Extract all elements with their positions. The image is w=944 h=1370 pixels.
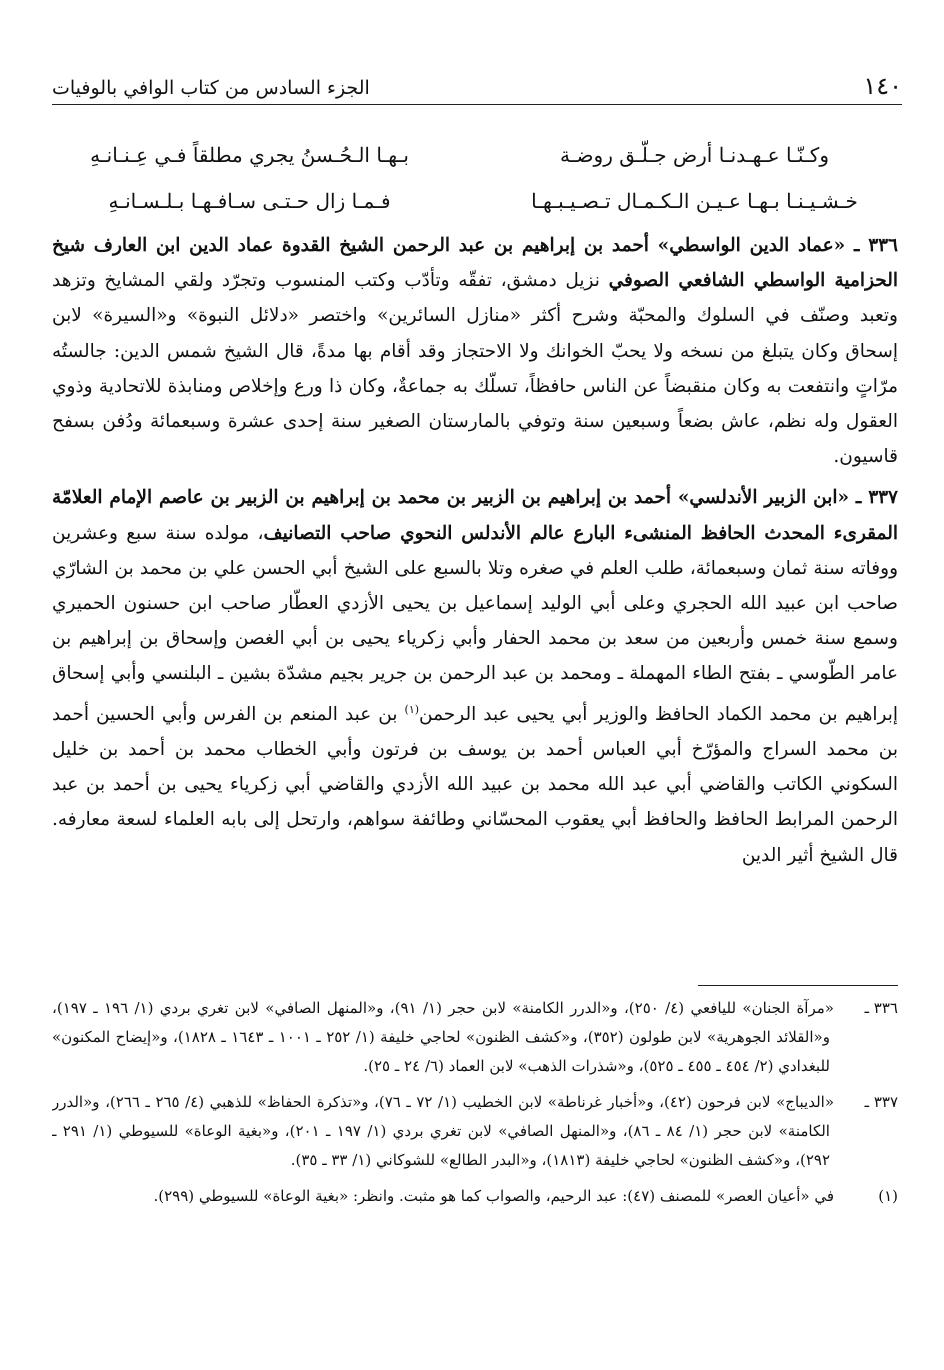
footnote-1 bbox=[52, 1182, 898, 1211]
footnote-number: ٣٣٧ ـ bbox=[864, 1093, 898, 1111]
footnote-text: في «أعيان العصر» للمصنف (٤٧): عبد الرحيم، والصواب كما هو مثبت. وانظر: «بغية الوعاة» للسيوطي (٢٩٩). bbox=[153, 1187, 834, 1205]
footnotes bbox=[52, 994, 898, 1324]
verse bbox=[60, 132, 884, 178]
entry-body: نزيل دمشق، تفقّه وتأدّب وكتب المنسوب وتجرّد ولقي المشايخ وتزهد وتعبد وصنّف في السلوك والمحبّة وشرح أكثر «منازل السائرين» واختصر «دلائل النبوة» و«السيرة» لابن إسحاق وكان يتبلغ من نسخه ولا يحبّ الخوانك ولا الاحتجاز وقد أقام بها مدةً، قال الشيخ شمس الدين: جالستُه مرّاتٍ وانتفعت به وكان منقبضاً عن الناس حافظاً، تسلّك به جماعةٌ، وكان ذا ورع وإخلاص ومنابذة للاتحادية وذوي العقول وله نظم، عاش بضعاً وسبعين سنة وتوفي بالمارستان الصغير سنة إحدى عشرة وسبعمائة ودُفن بسفح قاسيون. bbox=[52, 270, 898, 468]
hemistich-second: فـمـا زال حـتـى سـافـهـا بـلـسـانـهِ bbox=[108, 189, 391, 213]
footnote-336 bbox=[52, 994, 898, 1081]
entry-337 bbox=[52, 480, 898, 872]
footnote-text: «مرآة الجنان» لليافعي (٤/ ٢٥٠)، و«الدرر الكامنة» لابن حجر (١/ ٩١)، و«المنهل الصافي» لابن تغري بردي (١/ ١٩٦ ـ ١٩٧)، و«القلائد الجوهرية» لابن طولون (٣٥٢)، و«كشف الظنون» لحاجي خليفة (١/ ٢٥٢ ـ ١٠٠١ ـ ١٦٤٣ ـ ١٨٢٨)، و«إيضاح المكنون» للبغدادي (٢/ ٤٥٤ ـ ٤٥٥ ـ ٥٢٥)، و«شذرات الذهب» لابن العماد (٦/ ٢٤ ـ ٢٥). bbox=[52, 999, 834, 1075]
footnote-separator bbox=[698, 985, 898, 986]
footnote-number: ٣٣٦ ـ bbox=[864, 999, 898, 1017]
verse bbox=[60, 178, 884, 224]
main-text bbox=[52, 228, 898, 968]
hemistich-second: بـهـا الـحُـسنُ يجري مطلقاً فـي عِـنـانـهِ bbox=[90, 143, 409, 167]
page-header bbox=[52, 70, 902, 105]
poem bbox=[60, 132, 884, 224]
footnote-337 bbox=[52, 1088, 898, 1175]
entry-336 bbox=[52, 228, 898, 474]
page-number: ١٤٠ bbox=[863, 72, 902, 100]
entry-body-continued: بن عبد المنعم بن الفرس وأبي الحسين أحمد بن محمد السراج والمؤرّخ أبي العباس أحمد بن يوسف بن فرتون وأبي الخطاب محمد بن أحمد بن خليل السكوني الكاتب والقاضي أبي عبد الله محمد بن عبيد الله الأزدي والقاضي أبي زكرياء يحيى بن أحمد بن عبد الرحمن المرابط الحافظ والحافظ أبي يعقوب المحسّاني وطائفة سواهم، وارتحل إلى بابه العلماء لسعة معارفه. قال الشيخ أثير الدين bbox=[52, 703, 898, 866]
running-title: الجزء السادس من كتاب الوافي بالوفيات bbox=[52, 77, 370, 99]
entry-body: ، مولده سنة سبع وعشرين ووفاته سنة ثمان وسبعمائة، طلب العلم في صغره وتلا بالسبع على الشيخ أبي الحسن علي بن محمد بن الشارّي صاحب ابن عبيد الله الحجري وعلى أبي الوليد إسماعيل بن يحيى الأزدي العطّار صاحب ابن حسنون الحميري وسمع سنة خمس وأربعين من سعد بن محمد الحفار وأبي زكرياء يحيى بن أبي الغصن وإسحاق بن إبراهيم بن عامر الطّوسي ـ بفتح الطاء المهملة ـ ومحمد بن عبد الرحمن بن جرير بجيم مشدّة بشين ـ البلنسي وأبي إسحاق إبراهيم بن محمد الكماد الحافظ والوزير أبي يحيى عبد الرحمن bbox=[52, 522, 898, 725]
footnote-number: (١) bbox=[878, 1187, 898, 1205]
footnote-reference[interactable]: (١) bbox=[404, 702, 420, 716]
footnote-text: «الديباج» لابن فرحون (٤٢)، و«أخبار غرناطة» لابن الخطيب (١/ ٧٢ ـ ٧٦)، و«تذكرة الحفاظ» للذهبي (٤/ ٢٦٥ ـ ٢٦٦)، و«الدرر الكامنة» لابن حجر (١/ ٨٤ ـ ٨٦)، و«المنهل الصافي» لابن تغري بردي (١/ ١٩٧ ـ ٢٠١)، و«بغية الوعاة» للسيوطي (١/ ٢٩١ ـ ٢٩٢)، و«كشف الظنون» لحاجي خليفة (١٨١٣)، و«البدر الطالع» للشوكاني (١/ ٣٣ ـ ٣٥). bbox=[52, 1093, 835, 1169]
entry-heading: ٣٣٦ ـ «عماد الدين الواسطي» أحمد بن إبراهيم بن عبد الرحمن الشيخ القدوة عماد الدين ابن العارف شيخ الحزامية الواسطي الشافعي الصوفي bbox=[52, 235, 898, 292]
hemistich-first: وكـنّـا عـهـدنـا أرض جـلّـق روضـة bbox=[559, 143, 829, 167]
hemistich-first: خـشـيـنـا بـهـا عـيـن الـكـمـال تـصـيـبـهـا bbox=[531, 189, 858, 213]
entry-heading: ٣٣٧ ـ «ابن الزبير الأندلسي» أحمد بن إبراهيم بن الزبير بن محمد بن إبراهيم بن الزبير بن عاصم الإمام العلامّة المقرىء المحدث الحافظ المنشىء البارع عالم الأندلس النحوي صاحب التصانيف bbox=[52, 487, 898, 544]
